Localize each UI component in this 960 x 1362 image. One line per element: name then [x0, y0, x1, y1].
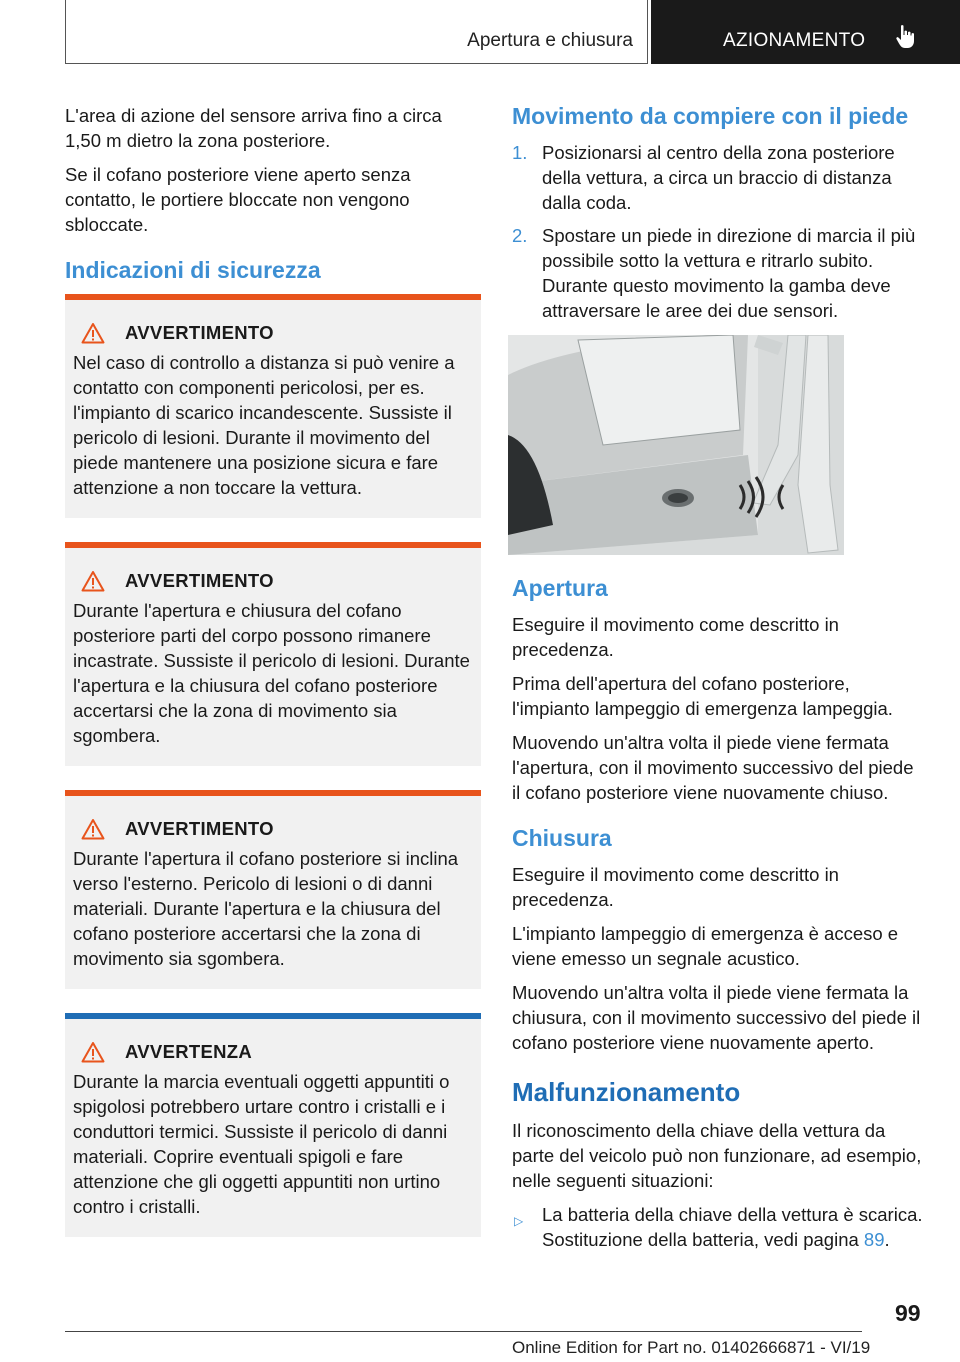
bullet-triangle-icon: ▷: [514, 1214, 524, 1228]
heading-foot-movement: Movimento da compiere con il piede: [512, 103, 909, 129]
paragraph-sensor-range: L'area di azione del sensore arriva fino a circa 1,50 m dietro la zona posteriore.: [65, 105, 442, 151]
warning-title: AVVERTIMENTO: [125, 322, 274, 343]
footer-edition: Online Edition for Part no. 01402666871 - VI/19: [512, 1338, 871, 1357]
malfunction-list: [512, 1202, 926, 1252]
paragraph: Prima dell'apertura del cofano posteriore, l'impianto lampeggio di emergenza lampeggia.: [512, 673, 893, 719]
warning-box: [65, 790, 481, 989]
right-column: [512, 103, 926, 1264]
footer-divider: [65, 1331, 862, 1332]
warning-triangle-icon: [81, 570, 105, 592]
list-item: [512, 140, 926, 215]
step-text: Spostare un piede in direzione di marcia il più possibile sotto la vettura e ritrarlo subito. Durante questo movimento la gamba deve attraversare le aree dei due sensori.: [542, 225, 916, 321]
page-number: 99: [895, 1300, 921, 1326]
steps-list: [512, 140, 926, 323]
paragraph: Eseguire il movimento come descritto in precedenza.: [512, 614, 839, 660]
paragraph-doors-locked: Se il cofano posteriore viene aperto senza contatto, le portiere bloccate non vengono sbloccate.: [65, 164, 411, 235]
heading-closing: Chiusura: [512, 825, 612, 851]
kick-sensor-illustration: [508, 335, 844, 555]
heading-safety: Indicazioni di sicurezza: [65, 257, 321, 283]
header-section-box: [65, 0, 648, 64]
list-item: [512, 1202, 926, 1252]
warning-box: [65, 542, 481, 766]
step-text: Posizionarsi al centro della zona posteriore della vettura, a circa un braccio di distanza dalla coda.: [542, 142, 895, 213]
page-reference-link[interactable]: 89: [863, 1229, 885, 1250]
notice-box: [65, 1013, 481, 1237]
bullet-end: .: [884, 1229, 890, 1250]
hand-pointer-icon: [895, 24, 917, 50]
header-chapter-box: [651, 0, 960, 64]
notice-text: Durante la marcia eventuali oggetti appuntiti o spigolosi potrebbero urtare contro i cristalli e i conduttori termici. Sussiste il pericolo di danni materiali. Coprire eventuali spigoli e fare attenzione che gli oggetti appuntiti non urtino contro i cristalli.: [73, 1071, 450, 1217]
step-number: 2.: [512, 225, 528, 246]
warning-triangle-icon: [81, 322, 105, 344]
warning-title: AVVERTIMENTO: [125, 818, 274, 839]
warning-triangle-icon: [81, 818, 105, 840]
paragraph: Eseguire il movimento come descritto in precedenza.: [512, 864, 839, 910]
warning-text: Durante l'apertura e chiusura del cofano posteriore parti del corpo possono rimanere incastrate. Sussiste il pericolo di lesioni. Durante l'apertura e la chiusura del cofano posteriore accertarsi che la zona di movimento sia sgombera.: [73, 600, 470, 746]
paragraph: Il riconoscimento della chiave della vettura da parte del veicolo può non funzionare, ad esempio, nelle seguenti situazioni:: [512, 1120, 922, 1191]
notice-title: AVVERTENZA: [125, 1041, 253, 1062]
bullet-text: La batteria della chiave della vettura è scarica. Sostituzione della batteria, vedi pagina: [542, 1204, 923, 1250]
header-section-title: Apertura e chiusura: [467, 30, 633, 51]
list-item: [512, 223, 926, 323]
warning-text: Durante l'apertura il cofano posteriore si inclina verso l'esterno. Pericolo di lesioni o di danni materiali. Durante l'apertura e la chiusura del cofano posteriore accertarsi che la zona di movimento sia sgombera.: [73, 848, 459, 969]
warning-title: AVVERTIMENTO: [125, 570, 274, 591]
left-column: [65, 103, 481, 1261]
paragraph: Muovendo un'altra volta il piede viene fermata l'apertura, con il movimento successivo del piede il cofano posteriore viene nuovamente chiuso.: [512, 732, 914, 803]
heading-opening: Apertura: [512, 575, 608, 601]
header-chapter-title: AZIONAMENTO: [723, 30, 866, 51]
warning-triangle-icon: [81, 1041, 105, 1063]
paragraph: Muovendo un'altra volta il piede viene fermata la chiusura, con il movimento successivo del piede il cofano posteriore viene nuovamente aperto.: [512, 982, 921, 1053]
warning-text: Nel caso di controllo a distanza si può venire a contatto con componenti pericolosi, per es. l'impianto di scarico incandescente. Sussiste il pericolo di lesioni. Durante il movimento del piede mantenere una posizione sicura e fare attenzione a non toccare la vettura.: [73, 352, 455, 498]
step-number: 1.: [512, 142, 528, 163]
warning-box: [65, 294, 481, 518]
paragraph: L'impianto lampeggio di emergenza è acceso e viene emesso un segnale acustico.: [512, 923, 899, 969]
heading-malfunction: Malfunzionamento: [512, 1077, 741, 1107]
